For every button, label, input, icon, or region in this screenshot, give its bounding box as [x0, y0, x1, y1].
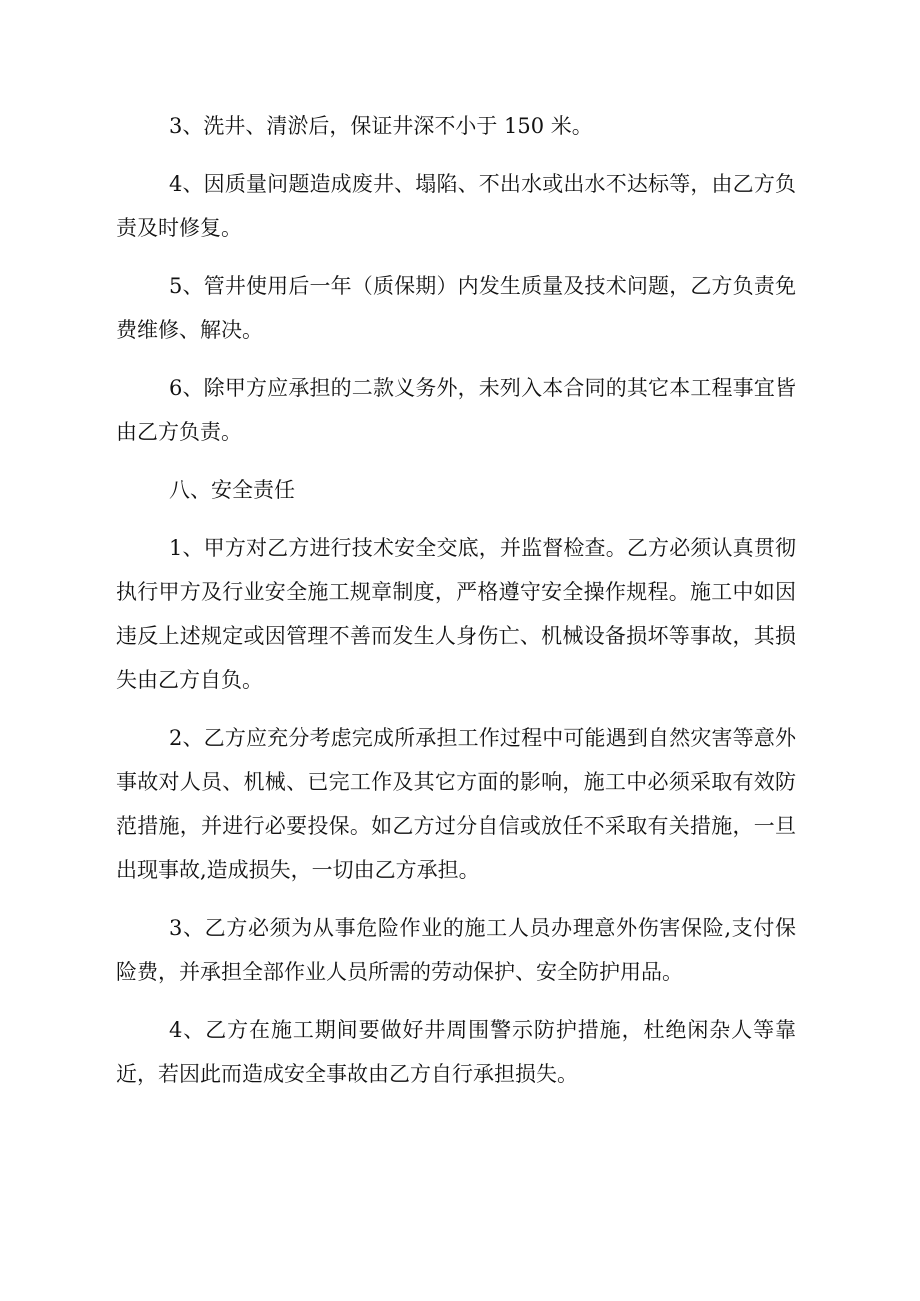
clause-7-4: 4、因质量问题造成废井、塌陷、不出水或出水不达标等，由乙方负责及时修复。 — [116, 172, 796, 240]
document-body — [116, 104, 796, 1110]
clause-8-3: 3、乙方必须为从事危险作业的施工人员办理意外伤害保险,支付保险费，并承担全部作业人员所需的劳动保护、安全防护用品。 — [116, 916, 796, 984]
clause-8-2: 2、乙方应充分考虑完成所承担工作过程中可能遇到自然灾害等意外事故对人员、机械、已完工作及其它方面的影响，施工中必须采取有效防范措施，并进行必要投保。如乙方过分自信或放任不采取有关措施，一旦出现事故,造成损失，一切由乙方承担。 — [116, 726, 796, 882]
clause-7-5: 5、管井使用后一年（质保期）内发生质量及技术问题，乙方负责免费维修、解决。 — [116, 274, 796, 342]
section-heading-safety: 八、安全责任 — [169, 478, 295, 502]
clause-8-1: 1、甲方对乙方进行技术安全交底，并监督检查。乙方必须认真贯彻执行甲方及行业安全施工规章制度，严格遵守安全操作规程。施工中如因违反上述规定或因管理不善而发生人身伤亡、机械设备损坏等事故，其损失由乙方自负。 — [116, 536, 796, 692]
clause-7-3: 3、洗井、清淤后，保证井深不小于 150 米。 — [169, 114, 593, 138]
clause-7-6: 6、除甲方应承担的二款义务外，未列入本合同的其它本工程事宜皆由乙方负责。 — [116, 376, 796, 444]
clause-8-4: 4、乙方在施工期间要做好井周围警示防护措施，杜绝闲杂人等靠近，若因此而造成安全事故由乙方自行承担损失。 — [116, 1018, 796, 1086]
